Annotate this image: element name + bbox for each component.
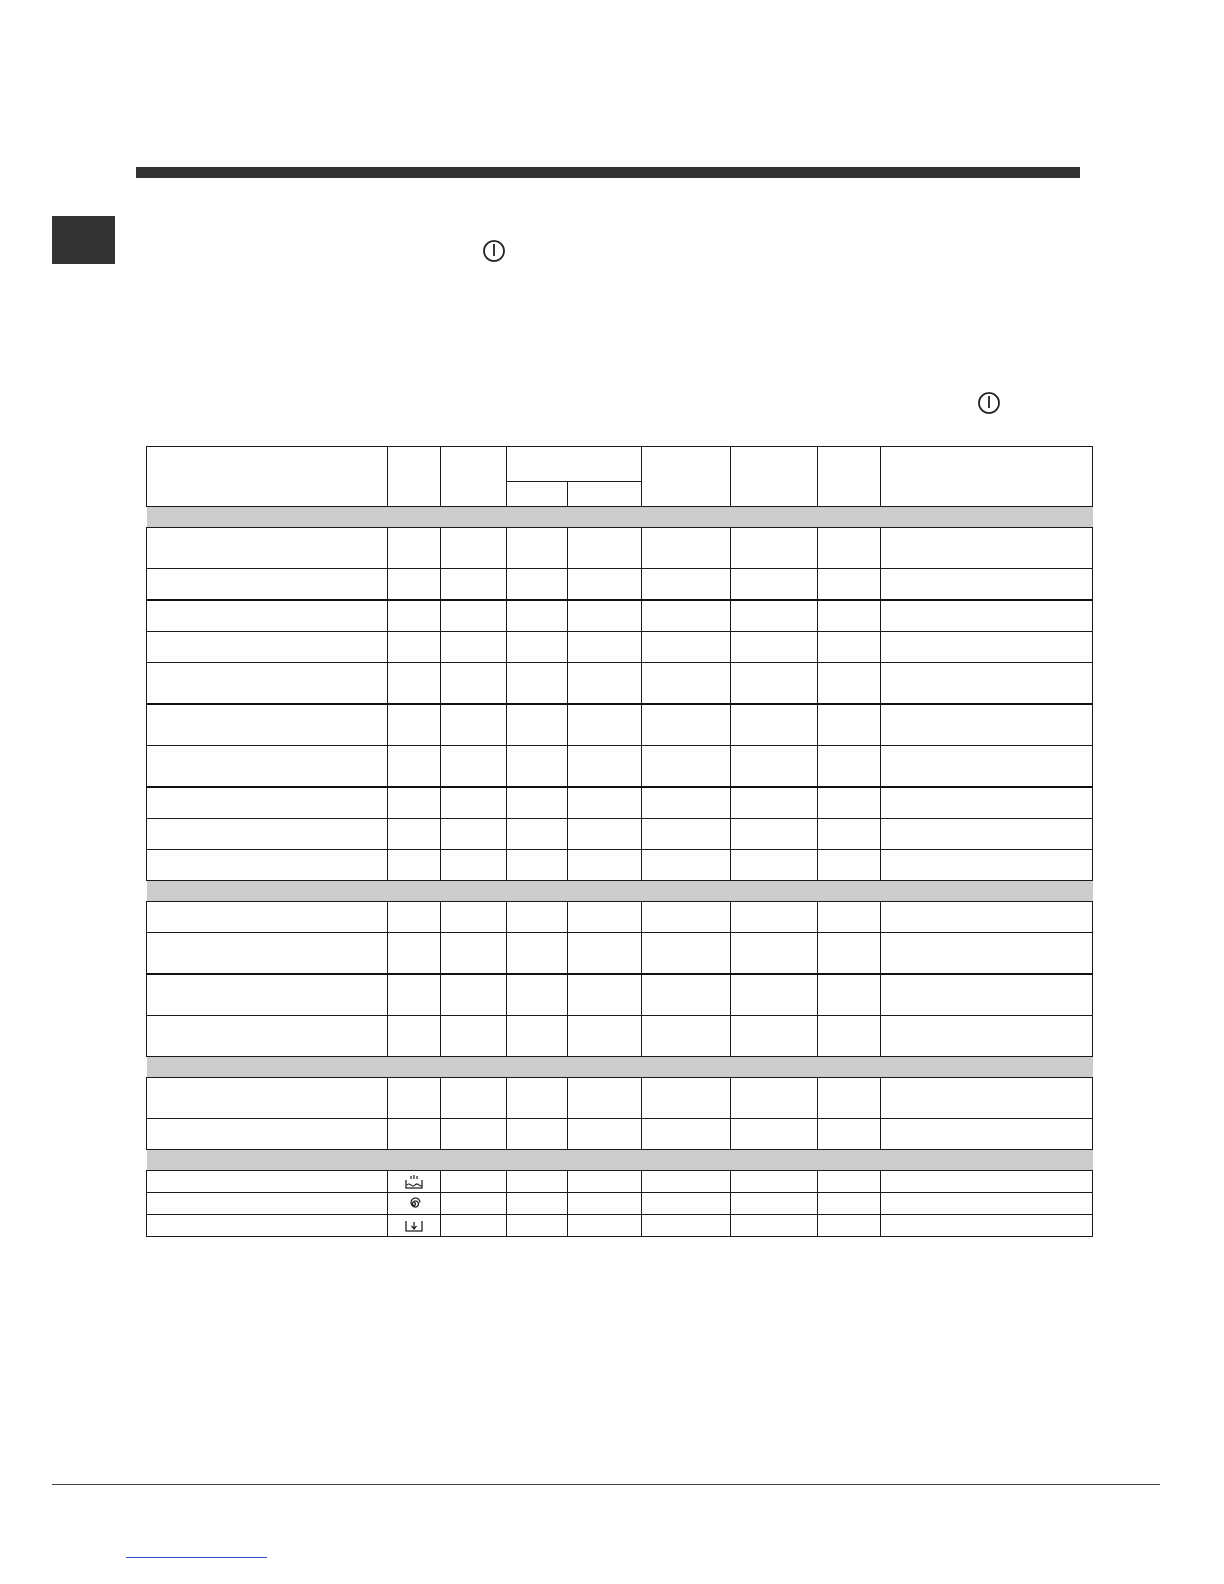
table-cell xyxy=(731,600,818,632)
table-row xyxy=(147,1193,1093,1215)
table-cell xyxy=(441,600,507,632)
table-row xyxy=(147,974,1093,1016)
table-row xyxy=(147,600,1093,632)
drain-icon xyxy=(404,1218,424,1234)
table-cell xyxy=(818,902,881,933)
power-icon xyxy=(976,390,1002,416)
header-sub-2 xyxy=(568,482,642,507)
table-cell xyxy=(881,1119,1093,1150)
table-cell xyxy=(441,1193,507,1215)
table-cell xyxy=(881,902,1093,933)
power-icon xyxy=(481,238,507,264)
programme-name-cell xyxy=(147,819,388,850)
table-cell xyxy=(441,850,507,881)
table-cell xyxy=(388,1193,441,1215)
table-cell xyxy=(388,1119,441,1150)
table-cell xyxy=(731,632,818,663)
programme-name-cell xyxy=(147,1171,388,1193)
table-cell xyxy=(507,663,568,705)
table-cell xyxy=(818,1215,881,1237)
table-cell xyxy=(881,819,1093,850)
table-row xyxy=(147,632,1093,663)
table-cell xyxy=(731,1171,818,1193)
table-cell xyxy=(568,1078,642,1119)
table-cell xyxy=(388,819,441,850)
table-cell xyxy=(731,1078,818,1119)
table-cell xyxy=(881,704,1093,746)
table-cell xyxy=(568,746,642,788)
table-cell xyxy=(568,528,642,569)
table-cell xyxy=(507,1215,568,1237)
table-cell xyxy=(642,632,731,663)
table-cell xyxy=(388,600,441,632)
table-cell xyxy=(731,746,818,788)
table-cell xyxy=(568,902,642,933)
header-col-8 xyxy=(818,447,881,507)
table-cell xyxy=(507,902,568,933)
header-col-7 xyxy=(731,447,818,507)
table-cell xyxy=(881,528,1093,569)
header-sub-1 xyxy=(507,482,568,507)
table-cell xyxy=(818,569,881,601)
table-cell xyxy=(881,787,1093,819)
programme-name-cell xyxy=(147,850,388,881)
programme-name-cell xyxy=(147,663,388,705)
programme-name-cell xyxy=(147,902,388,933)
table-cell xyxy=(881,1193,1093,1215)
table-cell xyxy=(818,746,881,788)
table-cell xyxy=(881,850,1093,881)
table-cell xyxy=(507,1171,568,1193)
section-header-row xyxy=(147,881,1093,902)
table-cell xyxy=(881,600,1093,632)
table-row xyxy=(147,746,1093,788)
table-cell xyxy=(881,746,1093,788)
table-cell xyxy=(731,974,818,1016)
table-cell xyxy=(441,902,507,933)
table-cell xyxy=(507,1078,568,1119)
table-cell xyxy=(881,1016,1093,1057)
section-header-row xyxy=(147,1150,1093,1171)
section-header-row xyxy=(147,1057,1093,1078)
table-row xyxy=(147,1215,1093,1237)
table-cell xyxy=(507,632,568,663)
table-cell xyxy=(388,902,441,933)
table-cell xyxy=(388,933,441,975)
table-cell xyxy=(642,528,731,569)
header-col-9 xyxy=(881,447,1093,507)
table-cell xyxy=(642,819,731,850)
table-cell xyxy=(388,632,441,663)
table-cell xyxy=(642,663,731,705)
table-cell xyxy=(568,850,642,881)
table-row xyxy=(147,704,1093,746)
table-cell xyxy=(388,746,441,788)
header-detergent-group xyxy=(507,447,642,482)
table-cell xyxy=(507,850,568,881)
table-cell xyxy=(568,569,642,601)
table-cell xyxy=(507,787,568,819)
table-cell xyxy=(388,663,441,705)
rinse-icon xyxy=(404,1174,424,1190)
table-cell xyxy=(881,569,1093,601)
table-cell xyxy=(441,1016,507,1057)
table-cell xyxy=(568,933,642,975)
programme-name-cell xyxy=(147,933,388,975)
table-row xyxy=(147,819,1093,850)
table-cell xyxy=(818,663,881,705)
table-cell xyxy=(441,819,507,850)
table-cell xyxy=(731,850,818,881)
table-cell xyxy=(388,850,441,881)
table-cell xyxy=(818,1193,881,1215)
section-header-cell xyxy=(147,881,1093,902)
table-cell xyxy=(642,787,731,819)
table-cell xyxy=(441,787,507,819)
table-cell xyxy=(388,569,441,601)
table-cell xyxy=(818,819,881,850)
table-row xyxy=(147,787,1093,819)
table-cell xyxy=(881,1078,1093,1119)
table-cell xyxy=(642,704,731,746)
table-cell xyxy=(731,663,818,705)
programme-name-cell xyxy=(147,528,388,569)
section-header-cell xyxy=(147,507,1093,528)
table-cell xyxy=(881,632,1093,663)
table-cell xyxy=(388,974,441,1016)
table-cell xyxy=(642,1215,731,1237)
table-cell xyxy=(388,1016,441,1057)
table-cell xyxy=(441,974,507,1016)
table-cell xyxy=(642,1016,731,1057)
header-col-2 xyxy=(388,447,441,507)
table-cell xyxy=(441,933,507,975)
table-cell xyxy=(818,850,881,881)
table-cell xyxy=(818,787,881,819)
table-cell xyxy=(731,902,818,933)
programme-name-cell xyxy=(147,1016,388,1057)
table-cell xyxy=(388,1215,441,1237)
programme-name-cell xyxy=(147,787,388,819)
table-cell xyxy=(388,787,441,819)
table-cell xyxy=(818,528,881,569)
programme-name-cell xyxy=(147,974,388,1016)
programme-name-cell xyxy=(147,632,388,663)
table-cell xyxy=(507,933,568,975)
table-cell xyxy=(568,787,642,819)
table-cell xyxy=(568,819,642,850)
table-cell xyxy=(818,1078,881,1119)
table-cell xyxy=(818,1171,881,1193)
header-programme xyxy=(147,447,388,507)
table-cell xyxy=(388,1078,441,1119)
table-cell xyxy=(642,1193,731,1215)
table-cell xyxy=(441,569,507,601)
table-cell xyxy=(507,819,568,850)
section-header-row xyxy=(147,507,1093,528)
table-cell xyxy=(388,704,441,746)
programme-name-cell xyxy=(147,1215,388,1237)
programme-name-cell xyxy=(147,1193,388,1215)
table-row xyxy=(147,902,1093,933)
table-row xyxy=(147,663,1093,705)
table-cell xyxy=(388,528,441,569)
table-cell xyxy=(441,1119,507,1150)
table-cell xyxy=(568,1171,642,1193)
table-cell xyxy=(818,1119,881,1150)
table-cell xyxy=(642,600,731,632)
section-header-bar xyxy=(136,167,1080,178)
footer-rule xyxy=(52,1484,1160,1485)
table-cell xyxy=(818,1016,881,1057)
table-cell xyxy=(642,746,731,788)
table-cell xyxy=(731,1215,818,1237)
table-cell xyxy=(507,1119,568,1150)
programme-name-cell xyxy=(147,746,388,788)
footer-link[interactable] xyxy=(126,1557,267,1558)
table-cell xyxy=(568,663,642,705)
table-cell xyxy=(818,704,881,746)
table-cell xyxy=(731,1119,818,1150)
programme-name-cell xyxy=(147,1078,388,1119)
table-cell xyxy=(568,632,642,663)
table-cell xyxy=(642,569,731,601)
table-cell xyxy=(507,528,568,569)
table-cell xyxy=(388,1171,441,1193)
table-cell xyxy=(568,1215,642,1237)
programme-name-cell xyxy=(147,569,388,601)
table-cell xyxy=(568,974,642,1016)
table-cell xyxy=(642,850,731,881)
table-row xyxy=(147,569,1093,601)
table-cell xyxy=(507,569,568,601)
programme-name-cell xyxy=(147,704,388,746)
table-cell xyxy=(441,1171,507,1193)
table-cell xyxy=(507,704,568,746)
header-col-3 xyxy=(441,447,507,507)
table-cell xyxy=(642,1171,731,1193)
table-cell xyxy=(568,1119,642,1150)
spin-icon xyxy=(405,1195,423,1213)
table-cell xyxy=(731,1193,818,1215)
table-cell xyxy=(568,600,642,632)
table-cell xyxy=(642,1119,731,1150)
table-cell xyxy=(881,1215,1093,1237)
table-cell xyxy=(507,1193,568,1215)
table-cell xyxy=(441,632,507,663)
table-cell xyxy=(731,1016,818,1057)
table-row xyxy=(147,1078,1093,1119)
table-cell xyxy=(881,974,1093,1016)
table-row xyxy=(147,1119,1093,1150)
table-cell xyxy=(642,1078,731,1119)
table-cell xyxy=(818,933,881,975)
table-cell xyxy=(568,1016,642,1057)
table-row xyxy=(147,1171,1093,1193)
table-cell xyxy=(818,600,881,632)
table-cell xyxy=(881,663,1093,705)
table-cell xyxy=(441,1215,507,1237)
table-cell xyxy=(507,974,568,1016)
header-col-6 xyxy=(642,447,731,507)
table-cell xyxy=(818,974,881,1016)
table-cell xyxy=(731,933,818,975)
programme-name-cell xyxy=(147,1119,388,1150)
table-cell xyxy=(568,1193,642,1215)
table-cell xyxy=(818,632,881,663)
table-cell xyxy=(731,569,818,601)
table-row xyxy=(147,850,1093,881)
table-cell xyxy=(507,746,568,788)
programme-name-cell xyxy=(147,600,388,632)
table-cell xyxy=(568,704,642,746)
table-cell xyxy=(731,787,818,819)
section-header-cell xyxy=(147,1057,1093,1078)
table-cell xyxy=(731,528,818,569)
table-cell xyxy=(731,819,818,850)
table-header-row xyxy=(147,447,1093,482)
programme-table xyxy=(146,446,1093,1237)
table-cell xyxy=(642,902,731,933)
table-cell xyxy=(441,704,507,746)
table-cell xyxy=(642,933,731,975)
table-cell xyxy=(441,746,507,788)
table-cell xyxy=(642,974,731,1016)
table-row xyxy=(147,1016,1093,1057)
table-cell xyxy=(507,600,568,632)
table-row xyxy=(147,528,1093,569)
table-cell xyxy=(881,1171,1093,1193)
table-cell xyxy=(731,704,818,746)
table-cell xyxy=(441,663,507,705)
section-header-cell xyxy=(147,1150,1093,1171)
language-tab xyxy=(52,216,115,264)
table-row xyxy=(147,933,1093,975)
table-cell xyxy=(507,1016,568,1057)
table-cell xyxy=(441,1078,507,1119)
table-cell xyxy=(881,933,1093,975)
table-cell xyxy=(441,528,507,569)
